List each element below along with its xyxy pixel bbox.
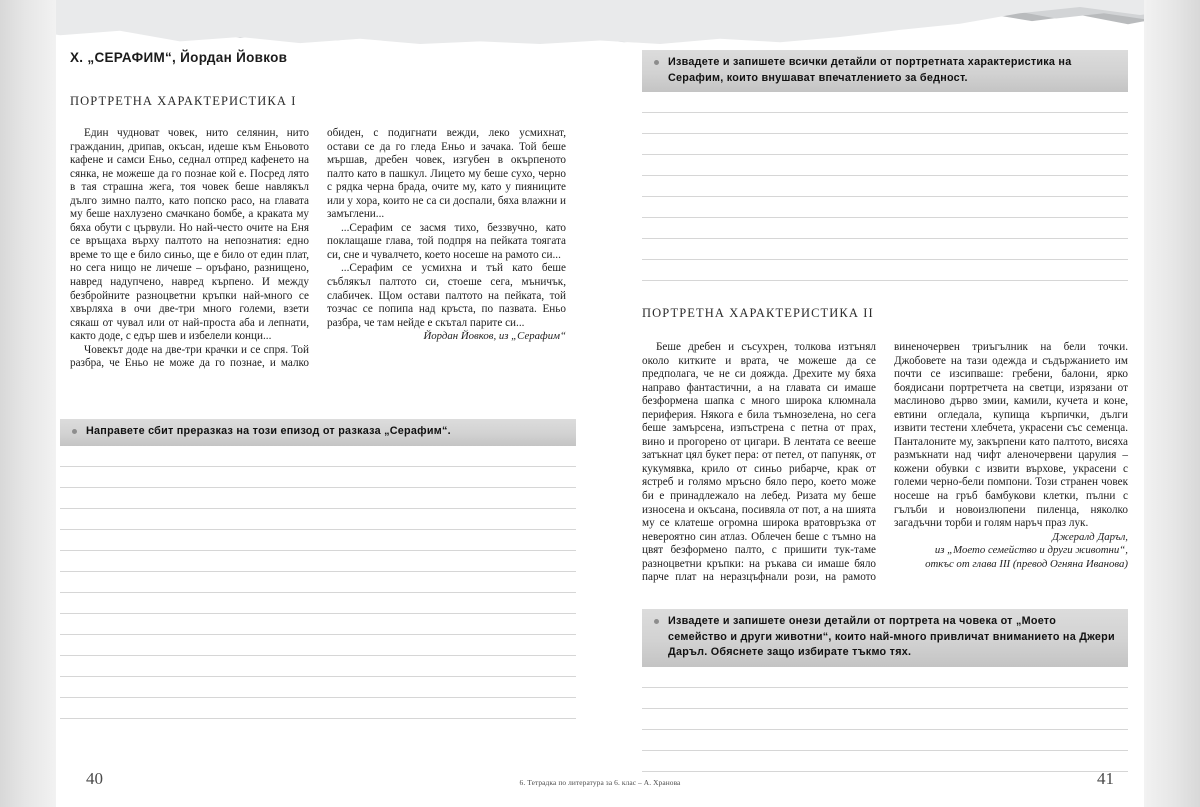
section-title-portrait-2: ПОРТРЕТНА ХАРАКТЕРИСТИКА II xyxy=(642,306,874,320)
answer-line[interactable] xyxy=(642,709,1128,730)
answer-line[interactable] xyxy=(60,572,576,593)
excerpt-serafim xyxy=(70,127,566,392)
answer-line[interactable] xyxy=(642,113,1128,134)
excerpt-attribution-line: из „Моето семейство и други животни“, xyxy=(934,544,1128,557)
page-edge-left xyxy=(0,0,56,807)
answer-line[interactable] xyxy=(642,134,1128,155)
answer-lines-poverty-details[interactable] xyxy=(642,92,1128,281)
excerpt-paragraph: ...Серафим се засмя тихо, беззвучно, като поклащаше глава, той подпря на пейката тоягата си, сне и чувалчето, което носеше на рамото си... xyxy=(327,221,566,261)
answer-line[interactable] xyxy=(642,239,1128,260)
answer-line[interactable] xyxy=(642,92,1128,113)
task-text: Направете сбит преразказ на този епизод от разказа „Серафим“. xyxy=(86,425,451,437)
excerpt-attribution: Йордан Йовков, из „Серафим“ xyxy=(423,330,566,343)
answer-line[interactable] xyxy=(60,530,576,551)
excerpt-paragraph: ...Серафим се усмихна и тъй като беше съблякъл палтото си, стоеше сега, мъничък, слабичек. Щом остави палтото на пейката, той тозчас се попипа над кръста, по пазвата. Еньо разбра, че там нейде е скътал парите си... xyxy=(327,262,566,329)
task-text: Извадете и запишете онези детайли от портрета на човека от „Моето семейство и други животни“, които най-много привличат вниманието на Джери Даръл. Обяснете защо избирате тъкмо тях. xyxy=(668,615,1115,658)
answer-line[interactable] xyxy=(642,197,1128,218)
page-left xyxy=(56,0,600,807)
answer-line[interactable] xyxy=(642,260,1128,281)
answer-lines-retelling[interactable] xyxy=(60,446,576,719)
footer-note: 6. Тетрадка по литература за 6. клас – А. Хранова xyxy=(519,778,681,787)
excerpt-attribution-line: откъс от глава III (превод Огняна Иванова) xyxy=(925,557,1128,570)
answer-line[interactable] xyxy=(60,656,576,677)
excerpt-paragraph: Човекът доде на две-три крачки и се спря. Той разбра, че Еньо не може да го познае, и малко обиден, с подигнати вежди, леко усмихнат, остави се да го гледа Еньо и зачака. Той беше мършав, дребен човек, изгубен в окърпеното палто като в пашкул. Лицето му беше сухо, черно с рядка черна брада, очите му, като у пияниците или у хора, които не са си доспали, бяха влажни и замъглени... xyxy=(70,127,566,370)
section-title-portrait-1: ПОРТРЕТНА ХАРАКТЕРИСТИКА I xyxy=(70,94,297,108)
task-banner-durrell-details[interactable] xyxy=(642,609,1128,667)
answer-line[interactable] xyxy=(60,698,576,719)
answer-line[interactable] xyxy=(642,218,1128,239)
page-number-right: 41 xyxy=(1097,769,1114,788)
task-banner-retelling[interactable] xyxy=(60,419,576,446)
answer-line[interactable] xyxy=(60,593,576,614)
task-banner-poverty-details[interactable] xyxy=(642,50,1128,92)
answer-line[interactable] xyxy=(642,667,1128,688)
page-number-left: 40 xyxy=(86,769,103,788)
answer-line[interactable] xyxy=(642,155,1128,176)
answer-line[interactable] xyxy=(60,446,576,467)
answer-line[interactable] xyxy=(60,488,576,509)
answer-line[interactable] xyxy=(642,176,1128,197)
answer-line[interactable] xyxy=(60,614,576,635)
page-edge-right xyxy=(1144,0,1200,807)
answer-line[interactable] xyxy=(60,677,576,698)
excerpt-durrell xyxy=(642,341,1128,599)
task-text: Извадете и запишете всички детайли от портретната характеристика на Серафим, които внушават впечатлението за бедност. xyxy=(668,56,1072,84)
answer-line[interactable] xyxy=(60,551,576,572)
answer-lines-durrell-details[interactable] xyxy=(642,667,1128,772)
answer-line[interactable] xyxy=(60,467,576,488)
bullet-icon xyxy=(654,619,659,624)
excerpt-paragraph: Беше дребен и съсухрен, толкова изтънял около китките и врата, че можеше да се предполага, че не си дояжда. Дрехите му бяха направо фантастични, а на главата си имаше безформена шапка с много широка клюмнала периферия. Някога е била тъмнозелена, но сега беше замърсена, изпъстрена с петна от прах, вино и прогорено от цигари. В лентата се вееше затъкнат цял букет пера: от петел, от папуняк, от кукумявка, крило от синьо рибарче, крак от ястреб и голямо мръсно бяло перо, което може би е принадлежало на лебед. Ризата му беше износена и окъсана, посивяла от пот, а на шията му се клатеше огромна широка вратовръзка от невероятно син атлаз. Облечен беше с тъмно на цвят безформено палто, с пришити тук-таме разноцветни кръпки: на ръкава си имаше бяло парче плат на неразцъфнали рози, на рамото виненочервен триъгълник на бели точки. Джобовете на тази одежда и съдържанието им почти се изсипваше: гребени, балони, ярко боядисани портретчета на светци, изрязани от маслиново дърво змии, камили, кучета и коне, евтини огледала, купища кърпички, дълги извити тестени хлебчета, украсени със семенца. Панталоните му, закърпени като палтото, висяха размъкнати над чифт аленочервени царулия – кожени обувки с извити върхове, украсени с големи черно-бели помпони. Този странен човек носеше на гръб бамбукови клетки, пълни с гълъби и новоизлюпени пиленца, няколко загадъчни торби и голям наръч праз лук. xyxy=(642,341,1128,584)
bullet-icon xyxy=(654,60,659,65)
answer-line[interactable] xyxy=(642,751,1128,772)
chapter-title: X. „СЕРАФИМ“, Йордан Йовков xyxy=(70,50,288,65)
excerpt-attribution-line: Джералд Даръл, xyxy=(1052,530,1128,543)
answer-line[interactable] xyxy=(642,730,1128,751)
answer-line[interactable] xyxy=(642,688,1128,709)
excerpt-paragraph: Един чудноват човек, нито селянин, нито гражданин, дрипав, окъсан, идеше към Еньовото кафене и самси Еньо, седнал отпред кафенето на сянка, не можеше да го познае кой е. Посред лято в тая страшна жега, тоя човек беше навлякъл дълго зимно палто, като попско расо, на главата му беше нахлузено смачкано бомбе, а краката му бяха обути с цървули. Но най-често очите на Еня се връщаха върху палтото на непознатия: едно време то ще е било синьо, ще е било от един плат, но сега нищо не личеше – оръфано, разнищено, навред надупчено, навред кърпено. И между безбройните разноцветни кръпки най-много се хвърляха в очи две-три много големи, взети сякаш от чувал или от най-проста аба и лепнати, както доде, с едър шев и избелели конци... xyxy=(70,127,309,343)
answer-line[interactable] xyxy=(60,635,576,656)
page-right xyxy=(600,0,1144,807)
answer-line[interactable] xyxy=(60,509,576,530)
bullet-icon xyxy=(72,429,77,434)
